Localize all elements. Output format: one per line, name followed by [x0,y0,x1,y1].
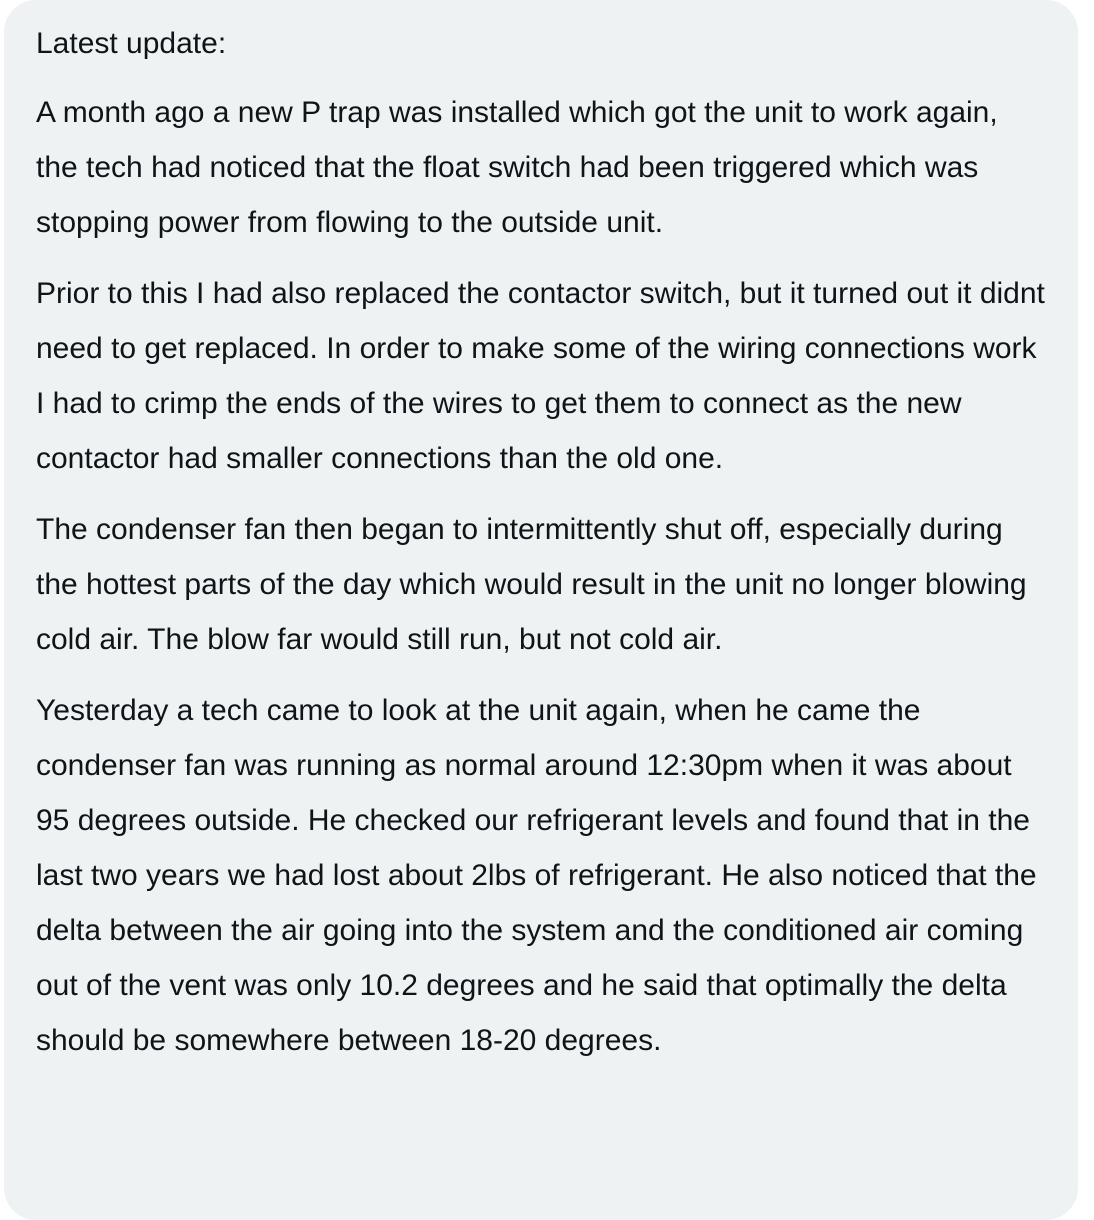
message-bubble [4,0,1078,1220]
message-paragraph: Prior to this I had also replaced the contactor switch, but it turned out it didnt need to get replaced. In order to make some of the wiring connections work I had to crimp the ends of the wires to get them to connect as the new contactor had smaller connections than the old one. [36,277,1045,475]
message-paragraph: Yesterday a tech came to look at the unit again, when he came the condenser fan was running as normal around 12:30pm when it was about 95 degrees outside. He checked our refrigerant levels and found that in the last two years we had lost about 2lbs of refrigerant. He also noticed that the delta between the air going into the system and the conditioned air coming out of the vent was only 10.2 degrees and he said that optimally the delta should be somewhere between 18-20 degrees. [36,694,1037,1057]
message-paragraph: A month ago a new P trap was installed which got the unit to work again, the tech had noticed that the float switch had been triggered which was stopping power from flowing to the outside unit. [36,96,998,239]
message-heading: Latest update: [36,27,227,60]
message-paragraph: The condenser fan then began to intermittently shut off, especially during the hottest parts of the day which would result in the unit no longer blowing cold air. The blow far would still run, but not cold air. [36,513,1027,656]
